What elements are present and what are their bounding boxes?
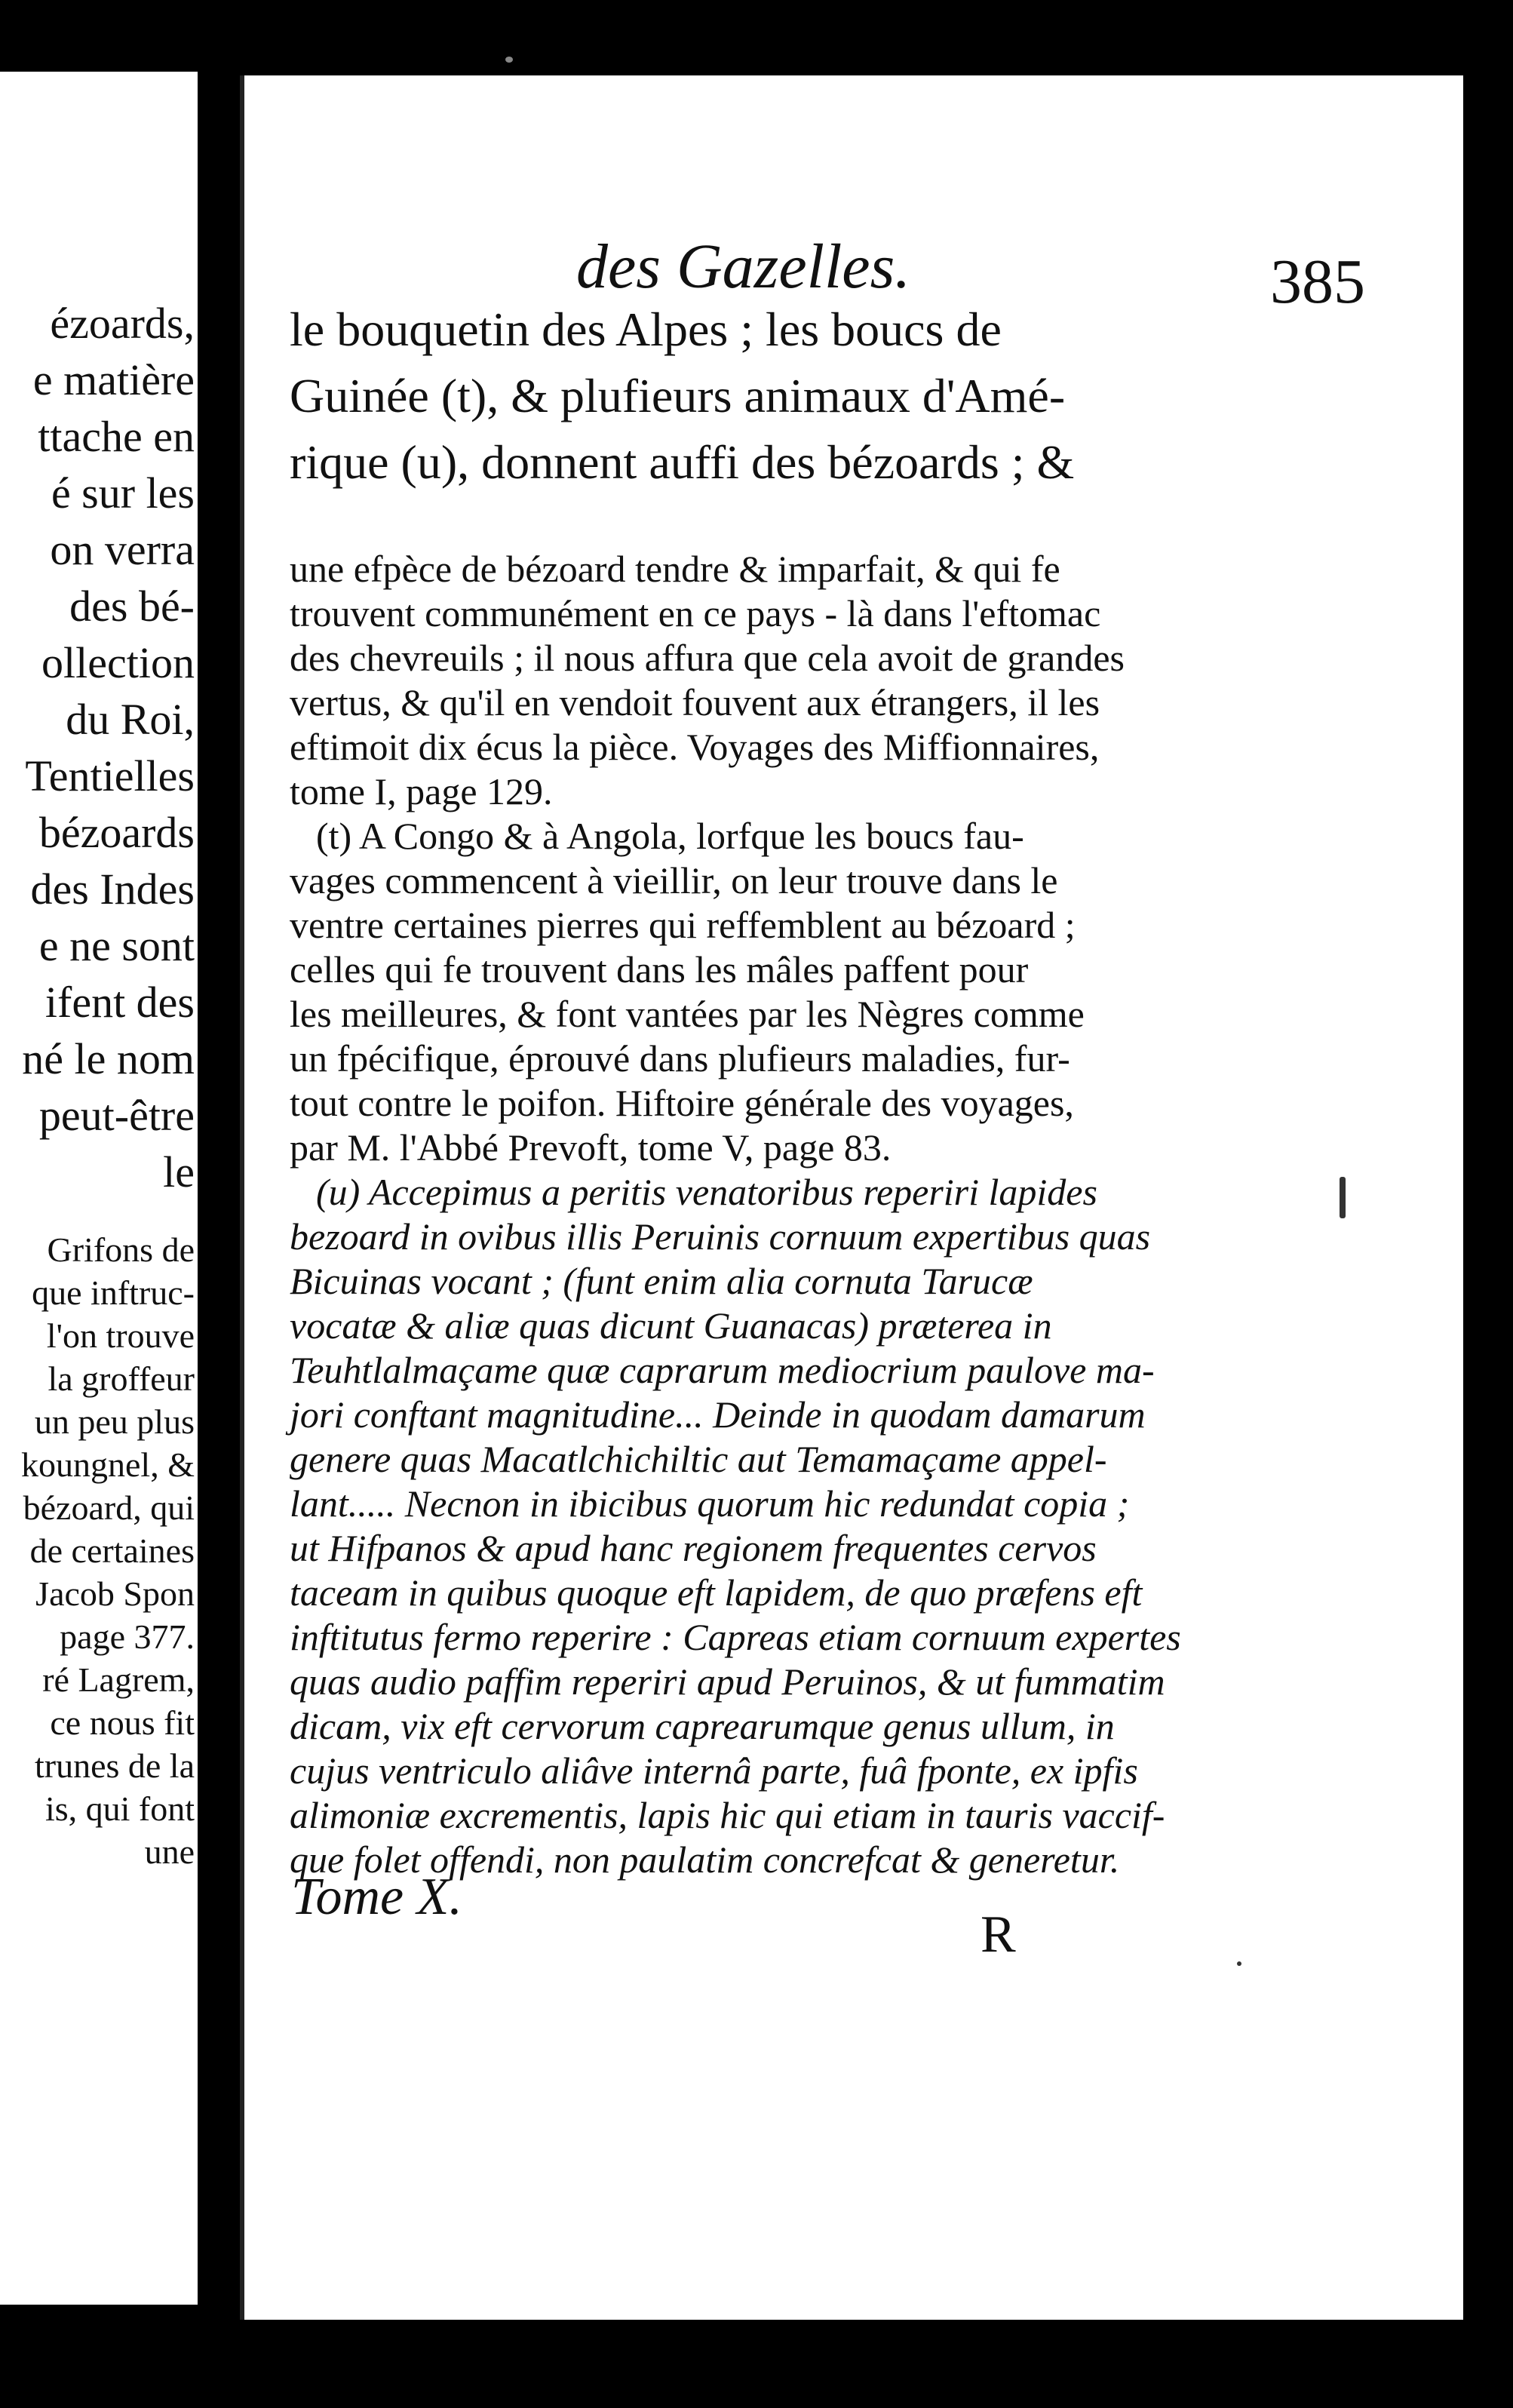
facing-page-line: Jacob Spon — [35, 1574, 195, 1613]
footnote-line: Bicuinas vocant ; (funt enim alia cornuta Tarucæ — [290, 1260, 1033, 1302]
facing-page-line: bézoard, qui — [23, 1488, 195, 1527]
facing-page-line: ifent des — [44, 978, 195, 1027]
footnote-line: jori conftant magnitudine... Deinde in quodam damarum — [290, 1393, 1146, 1436]
facing-page-line: ttache en — [38, 412, 195, 461]
page-blemish — [1340, 1177, 1346, 1218]
facing-page-line: né le nom — [22, 1034, 195, 1083]
footnote-line: taceam in quibus quoque eft lapidem, de quo præfens eft — [290, 1571, 1143, 1614]
footnote-line: des chevreuils ; il nous affura que cela avoit de grandes — [290, 637, 1125, 679]
facing-page-line: koungnel, & — [21, 1445, 195, 1484]
footnote-line: celles qui fe trouvent dans les mâles paffent pour — [290, 948, 1029, 991]
page-number: 385 — [1270, 247, 1365, 317]
footnote-line: ut Hifpanos & apud hanc regionem frequentes cervos — [290, 1527, 1097, 1569]
running-head-title: des Gazelles. — [576, 232, 911, 302]
facing-page-fragment — [0, 72, 198, 2305]
footnote-line: vertus, & qu'il en vendoit fouvent aux étrangers, il les — [290, 681, 1100, 723]
facing-page-line: Grifons de — [47, 1230, 195, 1269]
footnote-line: tome I, page 129. — [290, 770, 553, 812]
footnote-line: genere quas Macatlchichiltic aut Temamaçame appel- — [290, 1438, 1107, 1480]
footnote-line: (t) A Congo & à Angola, lorfque les boucs fau- — [316, 815, 1024, 857]
facing-page-line: page 377. — [60, 1617, 195, 1656]
facing-page-line: peut-être — [38, 1091, 195, 1140]
footnote-line: un fpécifique, éprouvé dans plufieurs maladies, fur- — [290, 1037, 1070, 1080]
facing-page-line: que inftruc- — [32, 1273, 195, 1312]
book-page — [240, 75, 1463, 2320]
facing-page-line: ce nous fit — [50, 1703, 195, 1742]
main-text-line: Guinée (t), & plufieurs animaux d'Amé- — [290, 369, 1066, 422]
facing-page-line: ré Lagrem, — [42, 1660, 195, 1699]
footnote-line: par M. l'Abbé Prevoft, tome V, page 83. — [290, 1126, 892, 1169]
page-blemish — [1237, 1961, 1241, 1966]
footnote-line: (u) Accepimus a peritis venatoribus reperiri lapides — [316, 1171, 1097, 1213]
footnote-line: eftimoit dix écus la pièce. Voyages des Miffionnaires, — [290, 726, 1100, 768]
footnote-line: lant..... Necnon in ibicibus quorum hic redundat copia ; — [290, 1482, 1130, 1525]
facing-page-line: bézoards — [38, 808, 195, 857]
facing-page-line: des bé- — [69, 582, 195, 631]
footnote-line: dicam, vix eft cervorum caprearumque genus ullum, in — [290, 1705, 1115, 1747]
facing-page-line: e matière — [32, 355, 195, 404]
main-text-line: rique (u), donnent auffi des bézoards ; & — [290, 435, 1075, 489]
facing-page-line: on verra — [50, 525, 195, 574]
facing-page-line: une — [144, 1832, 195, 1871]
facing-page-line: le — [163, 1147, 195, 1196]
footnote-line: trouvent communément en ce pays - là dans l'eftomac — [290, 592, 1101, 634]
footnote-line: ventre certaines pierres qui reffemblent au bézoard ; — [290, 904, 1076, 946]
footnote-line: les meilleures, & font vantées par les Nègres comme — [290, 993, 1085, 1035]
footnote-line: bezoard in ovibus illis Peruinis cornuum expertibus quas — [290, 1215, 1151, 1258]
footnote-line: que folet offendi, non paulatim concrefcat & generetur. — [290, 1838, 1120, 1881]
facing-page-line: des Indes — [30, 865, 195, 914]
facing-page-line: e ne sont — [38, 921, 195, 970]
facing-page-line: is, qui font — [44, 1789, 195, 1828]
volume-signature: Tome X. — [291, 1868, 462, 1926]
page-blemish — [505, 57, 513, 63]
footnote-line: Teuhtlalmaçame quæ caprarum mediocrium paulove ma- — [290, 1349, 1155, 1391]
facing-page-line: l'on trouve — [46, 1316, 195, 1355]
footnote-line: cujus ventriculo aliâve internâ parte, fuâ fponte, ex ipfis — [290, 1749, 1138, 1792]
footnote-line: inftitutus fermo reperire : Capreas etiam cornuum expertes — [290, 1616, 1181, 1658]
footnote-line: alimoniæ excrementis, lapis hic qui etiam in tauris vaccif- — [290, 1794, 1165, 1836]
facing-page-line: é sur les — [51, 468, 195, 518]
signature-mark: R — [981, 1906, 1016, 1964]
facing-page-line: Tentielles — [25, 751, 195, 800]
footnote-line: vages commencent à vieillir, on leur trouve dans le — [290, 859, 1058, 901]
main-text-line: le bouquetin des Alpes ; les boucs de — [290, 303, 1002, 356]
footnote-line: vocatæ & aliæ quas dicunt Guanacas) præterea in — [290, 1304, 1052, 1347]
footnote-line: une efpèce de bézoard tendre & imparfait, & qui fe — [290, 548, 1060, 590]
facing-page-line: trunes de la — [34, 1746, 195, 1785]
footnote-line: quas audio paffim reperiri apud Peruinos, & ut fummatim — [290, 1660, 1165, 1703]
facing-page-line: du Roi, — [66, 695, 195, 744]
facing-page-line: ollection — [41, 638, 195, 687]
facing-page-line: ézoards, — [50, 299, 195, 348]
facing-page-line: de certaines — [29, 1531, 195, 1570]
facing-page-line: un peu plus — [34, 1402, 195, 1441]
facing-page-line: la groffeur — [48, 1359, 195, 1398]
footnote-line: tout contre le poifon. Hiftoire générale des voyages, — [290, 1082, 1074, 1124]
